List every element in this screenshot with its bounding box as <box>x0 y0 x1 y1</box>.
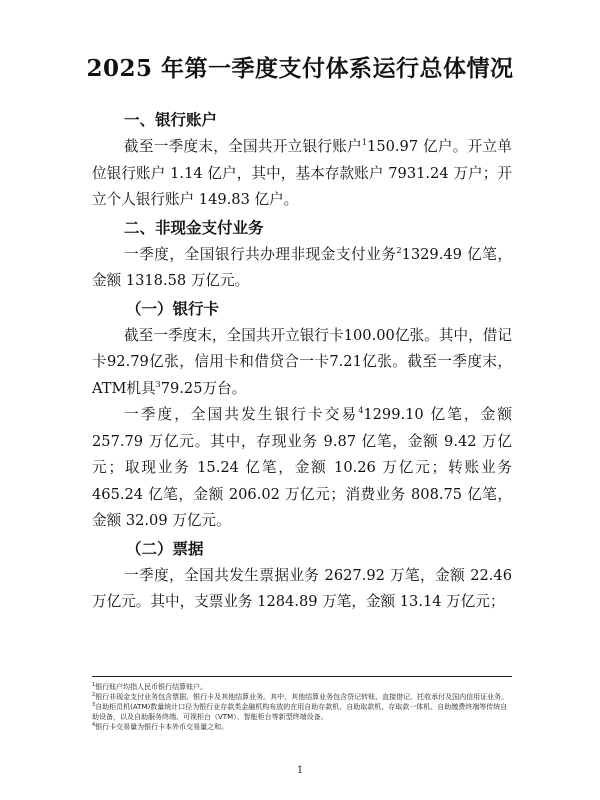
paragraph-text: 1329.49 亿笔，金额 1318.58 万亿元。 <box>92 245 512 289</box>
paragraph-text: 截至一季度末，全国共开立银行账户 <box>124 138 362 155</box>
paragraph-bills: 一季度，全国共发生票据业务 2627.92 万笔，金额 22.46 万亿元。其中，支票业务 1284.89 万笔，金额 13.14 万亿元； <box>92 566 512 610</box>
footnote-ref: 1 <box>361 138 368 147</box>
paragraph-text: 截至一季度末，全国共开立银行卡100.00亿张。其中，借记卡92.79亿张，信用卡和借贷合一卡7.21亿张。截至一季度末，ATM机具 <box>92 326 512 397</box>
subsection-heading-bills: （二）票据 <box>126 539 204 558</box>
paragraph-noncash-summary <box>92 242 512 295</box>
footnote-3 <box>92 702 512 722</box>
page-number: 1 <box>296 765 304 776</box>
footnote-ref: 2 <box>396 245 402 255</box>
section-heading-bank-accounts: 一、银行账户 <box>124 111 218 129</box>
paragraph-text: 150.97 亿户。开立单位银行账户 1.14 亿户，其中，基本存款账户 7931.24 万户；开立个人银行账户 149.83 亿户。 <box>92 138 512 208</box>
footnote-marker: 1 <box>92 682 96 688</box>
footnote-ref: 3 <box>155 379 161 389</box>
paragraph-bank-accounts <box>92 134 512 214</box>
footnote-text: 银行账户均指人民币银行结算账户。 <box>95 683 208 691</box>
footnotes <box>92 676 512 732</box>
footnote-marker: 3 <box>92 702 96 708</box>
paragraph-text: 一季度，全国银行共办理非现金支付业务 <box>124 245 397 263</box>
footnote-2 <box>92 692 512 702</box>
paragraph-text: 一季度，全国共发生银行卡交易 <box>124 406 359 423</box>
footnote-marker: 2 <box>92 692 96 698</box>
footnote-text: 银行非现金支付业务包含票据、银行卡及其他结算业务。其中，其他结算业务包含贷记转账、直接借记、托收承付及国内信用证业务。 <box>95 693 509 701</box>
paragraph-text: 1299.10 亿笔，金额 257.79 万亿元。其中，存现业务 9.87 亿笔，金额 9.42 万亿元；取现业务 15.24 亿笔，金额 10.26 万亿元；转账业务 465.24 亿笔，金额 206.02 万亿元；消费业务 808.75 亿笔，金额 32.09 万亿元。 <box>92 406 512 529</box>
footnote-4 <box>92 722 512 732</box>
section-heading-noncash-payments: 二、非现金支付业务 <box>124 218 264 237</box>
footnote-text: 自助柜员机(ATM)数量统计口径为银行业存款类金融机构布放的在用自助存款机、自助取款机、存取款一体机、自助缴费终端等传统自助设备，以及自助服务终端、可视柜台（VTM）、智能柜台等新型终端设备。 <box>92 703 508 721</box>
document-body <box>92 106 512 616</box>
footnote-marker: 4 <box>92 722 96 728</box>
subsection-heading-bank-cards: （一）银行卡 <box>126 299 220 318</box>
footnote-ref: 4 <box>358 406 364 415</box>
footnote-1 <box>92 682 512 692</box>
paragraph-text: 79.25万台。 <box>160 379 247 397</box>
paragraph-bank-card-transactions <box>92 402 512 535</box>
footnote-text: 银行卡交易量为银行卡本外币交易量之和。 <box>95 723 229 731</box>
page-title: 2025 年第一季度支付体系运行总体情况 <box>86 55 514 82</box>
paragraph-bank-cards-issued <box>92 323 512 403</box>
